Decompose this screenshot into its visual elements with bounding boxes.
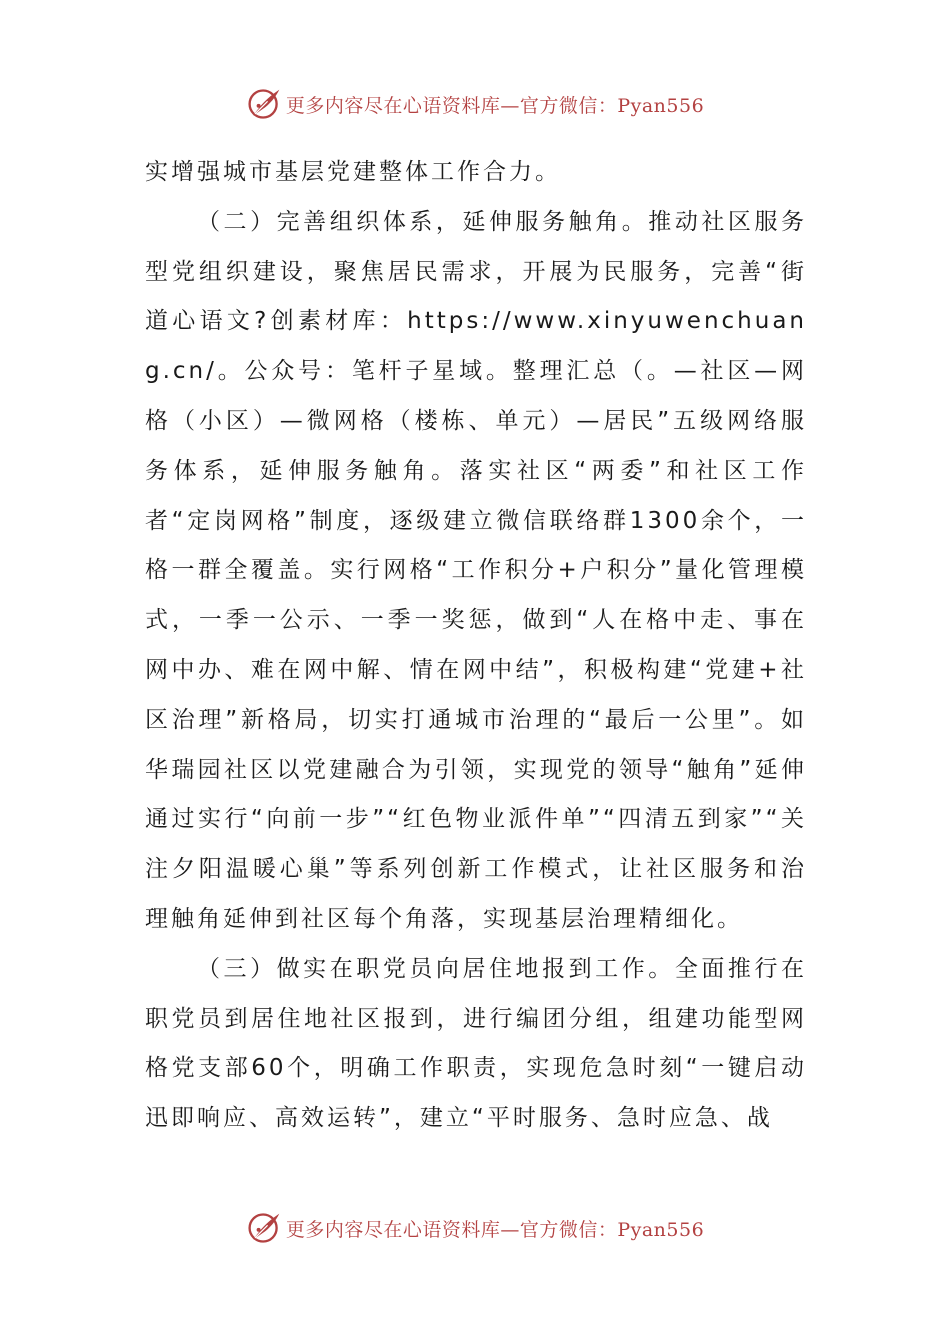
quill-pen-logo-icon: [246, 86, 282, 122]
paragraph-section-3: （三）做实在职党员向居住地报到工作。全面推行在职党员到居住地社区报到，进行编团分组，组建功能型网格党支部60个，明确工作职责，实现危急时刻“一键启动迅即响应、高效运转”，建立“平时服务、急时应急、战: [145, 955, 807, 1132]
paragraph-continuation: 实增强城市基层党建整体工作合力。: [145, 159, 561, 185]
footer-banner-text: 更多内容尽在心语资料库—官方微信：Pyan556: [285, 1218, 705, 1241]
header-banner: [0, 82, 950, 126]
document-body: [145, 148, 807, 1144]
header-banner-text: 更多内容尽在心语资料库—官方微信：Pyan556: [285, 94, 705, 117]
quill-pen-logo-icon: [246, 1210, 282, 1246]
footer-banner: [0, 1206, 950, 1250]
paragraph-section-2: （二）完善组织体系，延伸服务触角。推动社区服务型党组织建设，聚焦居民需求，开展为民服务，完善“街道心语文?创素材库：https://www.xinyuwenchuang.cn/。公众号：笔杆子星域。整理汇总（。—社区—网格（小区）—微网格（楼栋、单元）—居民”五级网络服务体系，延伸服务触角。落实社区“两委”和社区工作者“定岗网格”制度，逐级建立微信联络群1300余个，一格一群全覆盖。实行网格“工作积分+户积分”量化管理模式，一季一公示、一季一奖惩，做到“人在格中走、事在网中办、难在网中解、情在网中结”，积极构建“党建+社区治理”新格局，切实打通城市治理的“最后一公里”。如华瑞园社区以党建融合为引领，实现党的领导“触角”延伸通过实行“向前一步”“红色物业派件单”“四清五到家”“关注夕阳温暖心巢”等系列创新工作模式，让社区服务和治理触角延伸到社区每个角落，实现基层治理精细化。: [145, 208, 807, 932]
